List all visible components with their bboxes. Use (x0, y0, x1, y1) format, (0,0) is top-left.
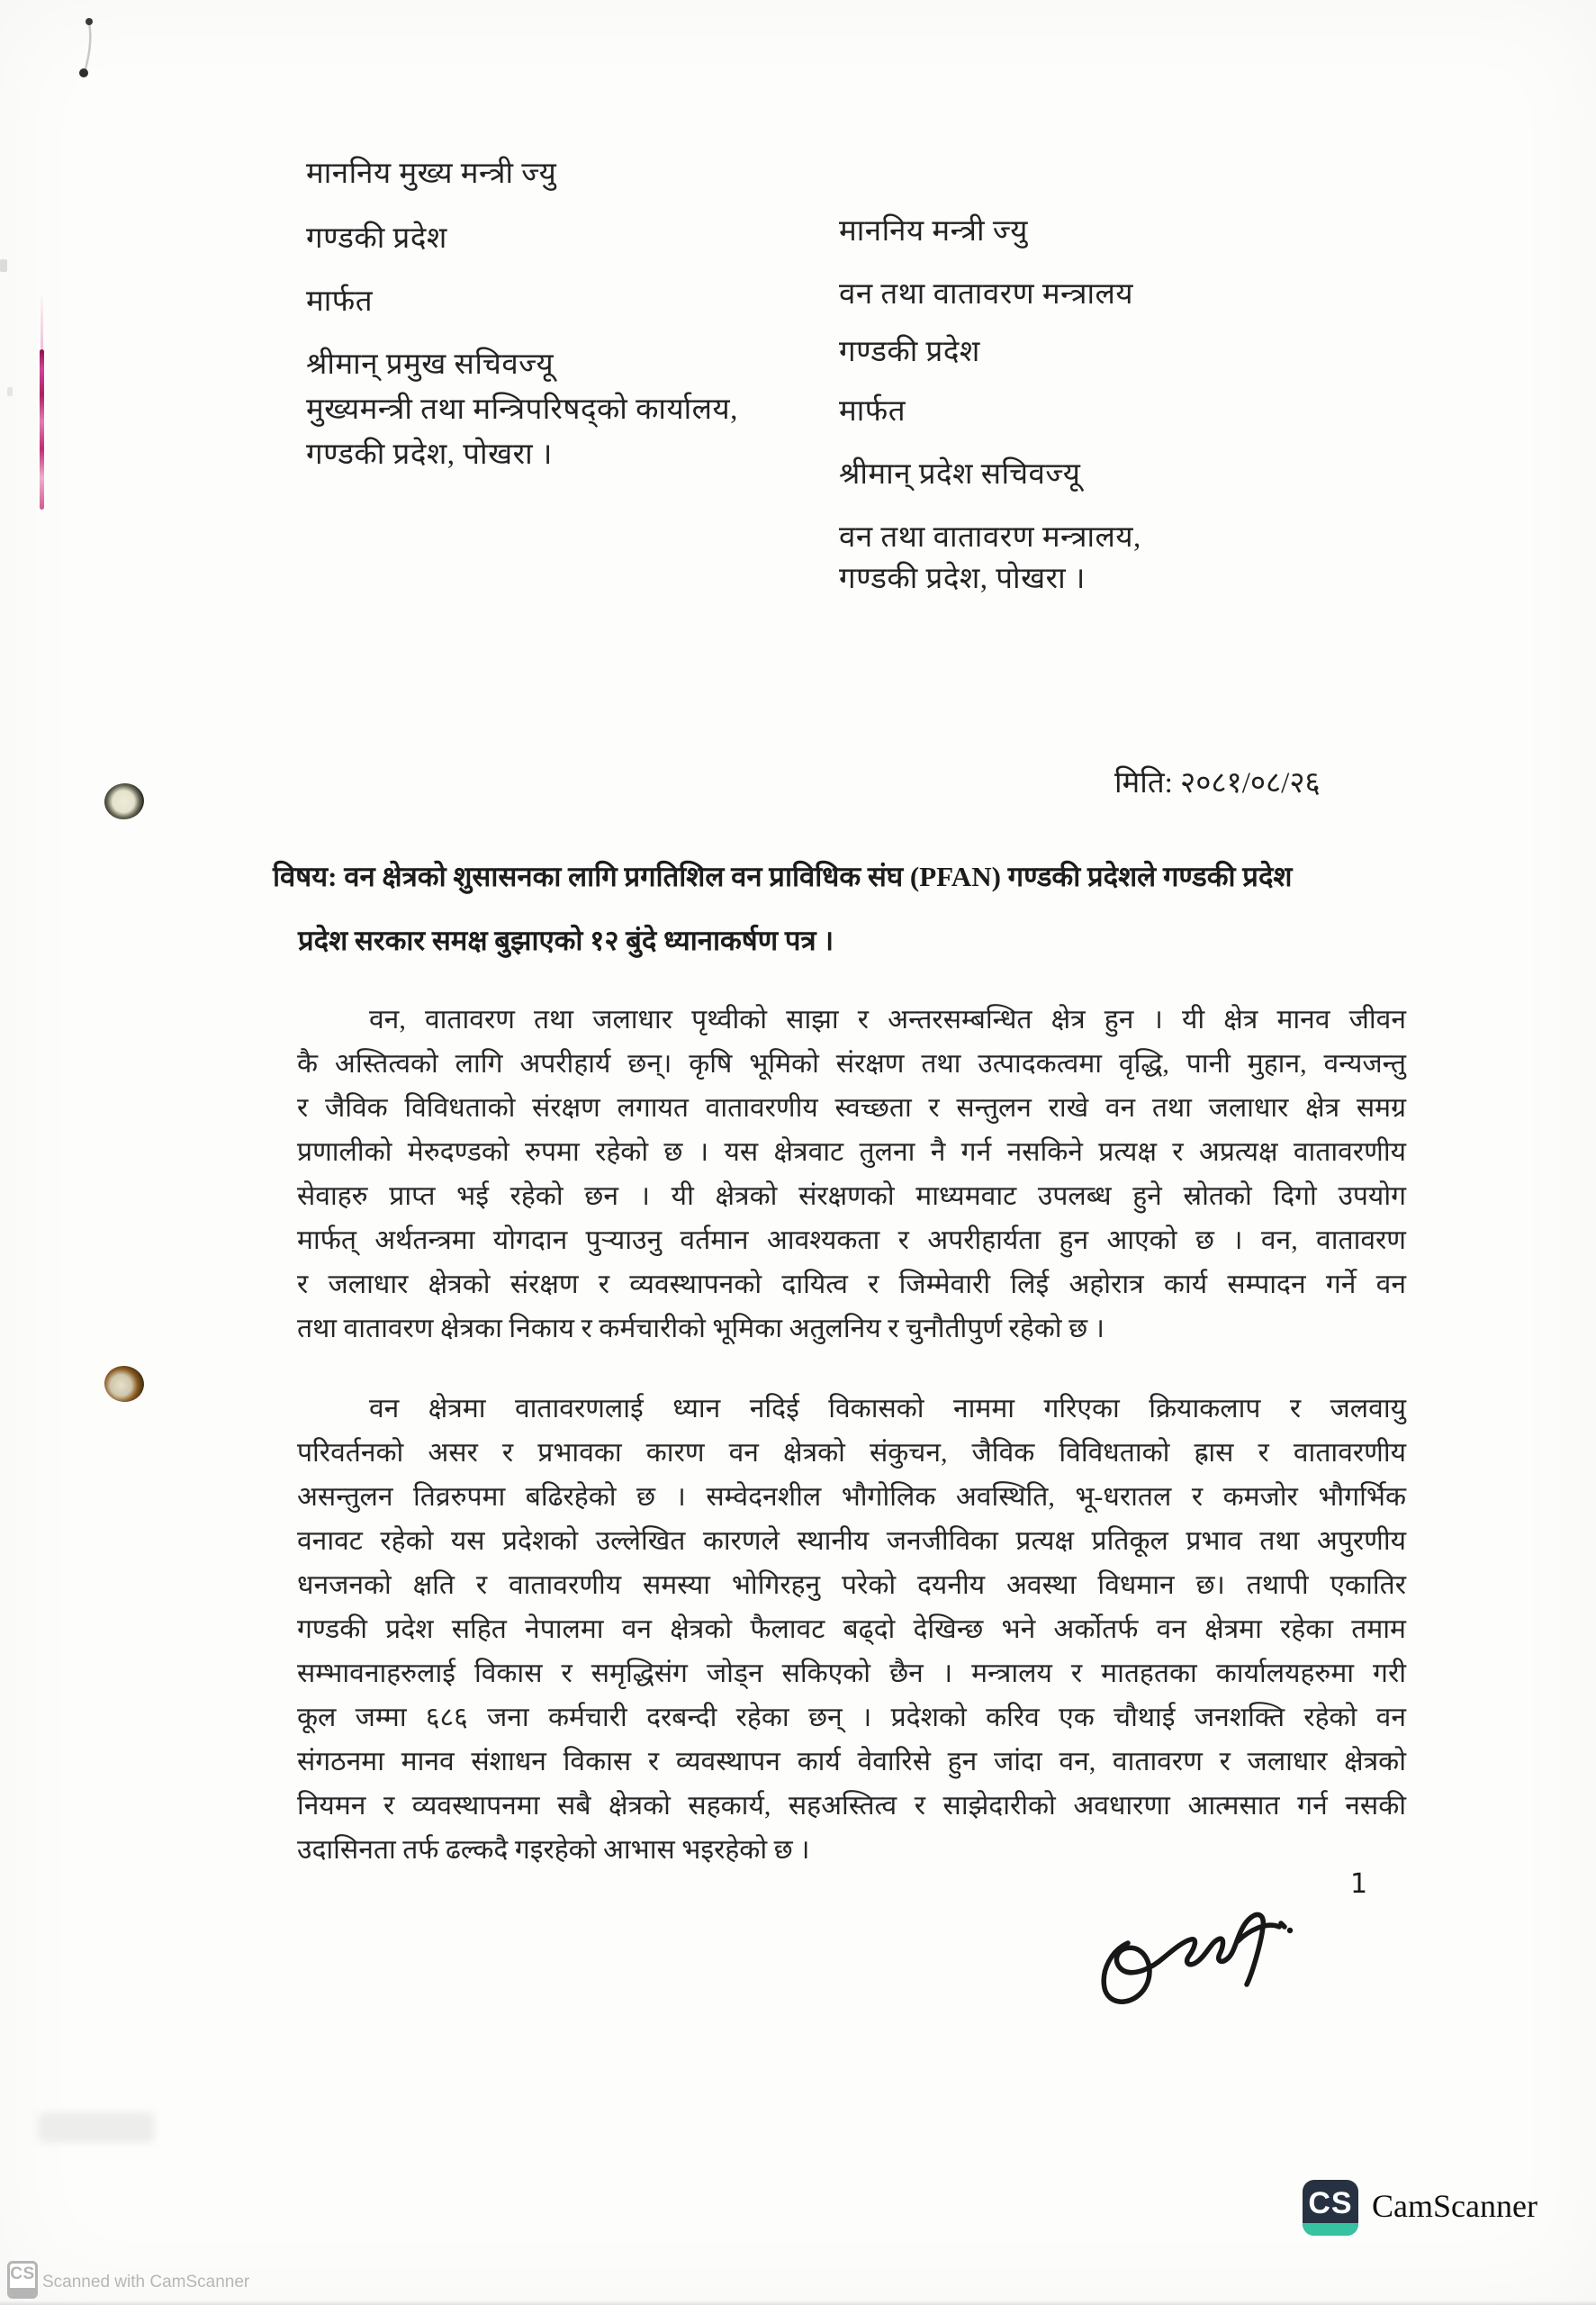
body-line: संगठनमा मानव संशाधन विकास र व्यवस्थापन कार्य वेवारिसे हुन जांदा वन, वातावरण र जलाधार क्षेत्रको (297, 1747, 1406, 1776)
subject-block (273, 845, 1409, 972)
body-line: प्रणालीको मेरुदण्डको रुपमा रहेको छ । यस क्षेत्रवाट तुलना नै गर्न नसकिने प्रत्यक्ष र अप्रत्यक्ष वातावरणीय (297, 1137, 1406, 1167)
body-line: मार्फत् अर्थतन्त्रमा योगदान पुऱ्याउनु वर्तमान आवश्यकता र अपरीहार्यता हुन आएको छ । वन, वातावरण (297, 1225, 1406, 1255)
body-paragraph-1 (297, 998, 1406, 1351)
binding-eyelet-bottom (103, 1364, 146, 1404)
body-line: तथा वातावरण क्षेत्रका निकाय र कर्मचारीको भूमिका अतुलनिय र चुनौतीपुर्ण रहेको छ । (297, 1314, 1105, 1343)
staple-mark (77, 16, 104, 88)
mini-badge-strip (10, 2288, 35, 2296)
recipient-line: माननिय मुख्य मन्त्री ज्यु (306, 158, 557, 190)
body-line: सम्भावनाहरुलाई विकास र समृद्धिसंग जोड्न सकिएको छैन । मन्त्रालय र मातहतका कार्यालयहरुमा गरी (297, 1659, 1406, 1688)
camscanner-logo-strip (1303, 2223, 1358, 2236)
recipient-line: श्रीमान् प्रदेश सचिवज्यू (839, 458, 1081, 491)
mini-badge-initials: CS (10, 2264, 35, 2283)
body-line: वनावट रहेको यस प्रदेशको उल्लेखित कारणले स्थानीय जनजीविका प्रत्यक्ष प्रतिकूल प्रभाव तथा अपुरणीय (297, 1526, 1406, 1556)
page-number: 1 (1350, 1868, 1368, 1900)
body-line: सेवाहरु प्राप्त भई रहेको छन । यी क्षेत्रको संरक्षणको माध्यमवाट उपलब्ध हुने स्रोतको दिगो उपयोग (297, 1181, 1406, 1211)
recipient-line: मुख्यमन्त्री तथा मन्त्रिपरिषद्को कार्यालय, (306, 393, 738, 426)
body-line: नियमन र व्यवस्थापनमा सबै क्षेत्रको सहकार्य, सहअस्तित्व र साझेदारीको अवधारणा आत्मसात गर्न नसकी (297, 1791, 1406, 1821)
page-bottom-edge (0, 2300, 1596, 2305)
scanned-note-text: Scanned with CamScanner (42, 2273, 250, 2291)
recipient-line: गण्डकी प्रदेश (839, 336, 980, 368)
body-line: र जलाधार क्षेत्रको संरक्षण र व्यवस्थापनको दायित्व र जिम्मेवारी लिई अहोरात्र कार्य सम्पादन गर्ने वन (297, 1270, 1406, 1299)
recipient-line: मार्फत (839, 395, 906, 428)
body-line: र जैविक विविधताको संरक्षण लगायत वातावरणीय स्वच्छता र सन्तुलन राखे वन तथा जलाधार क्षेत्र समग्र (297, 1093, 1406, 1123)
scan-smudge (38, 2112, 155, 2143)
pink-ink-mark-faint (41, 297, 43, 349)
camscanner-logo-icon (1303, 2180, 1358, 2236)
pink-ink-mark (40, 349, 44, 510)
camscanner-logo-initials: CS (1308, 2186, 1353, 2220)
recipient-line: वन तथा वातावरण मन्त्रालय, (839, 521, 1141, 554)
body-line: कै अस्तित्वको लागि अपरीहार्य छन्। कृषि भूमिको संरक्षण तथा उत्पादकत्वमा वृद्धि, पानी मुहान, वन्यजन्तु (297, 1049, 1406, 1079)
recipient-line: गण्डकी प्रदेश, पोखरा । (839, 563, 1086, 595)
recipient-line: श्रीमान् प्रमुख सचिवज्यू (306, 348, 555, 381)
camscanner-mini-badge-icon (7, 2261, 38, 2299)
body-line: गण्डकी प्रदेश सहित नेपालमा वन क्षेत्रको फैलावट बढ्दो देखिन्छ भने अर्कोतर्फ वन क्षेत्रमा रहेका तमाम (297, 1614, 1406, 1644)
body-paragraph-2 (297, 1387, 1406, 1872)
recipient-line: माननिय मन्त्री ज्यु (839, 215, 1028, 248)
signature-scribble (1094, 1891, 1319, 2026)
camscanner-brand-name: CamScanner (1372, 2188, 1537, 2224)
body-line: उदासिनता तर्फ ढल्कदै गइरहेको आभास भइरहेको छ । (297, 1835, 810, 1865)
body-line: वन, वातावरण तथा जलाधार पृथ्वीको साझा र अन्तरसम्बन्धित क्षेत्र हुन । यी क्षेत्र मानव जीवन (369, 1005, 1406, 1035)
body-line: कूल जम्मा ६८६ जना कर्मचारी दरबन्दी रहेका छन् । प्रदेशको करिव एक चौथाई जनशक्ति रहेको वन (297, 1703, 1406, 1732)
body-line: वन क्षेत्रमा वातावरणलाई ध्यान नदिई विकासको नाममा गरिएका क्रियाकलाप र जलवायु (369, 1394, 1406, 1424)
scan-speck (7, 387, 13, 396)
date-line: मिति: २०८१/०८/२६ (1114, 767, 1321, 800)
body-line: धनजनको क्षति र वातावरणीय समस्या भोगिरहनु परेको दयनीय अवस्था विधमान छ। तथापी एकातिर (297, 1570, 1406, 1600)
recipient-line: गण्डकी प्रदेश, पोखरा । (306, 438, 553, 471)
recipient-line: मार्फत (306, 285, 374, 318)
body-line: परिवर्तनको असर र प्रभावका कारण वन क्षेत्रको संकुचन, जैविक विविधताको ह्रास र वातावरणीय (297, 1438, 1406, 1468)
recipient-line: वन तथा वातावरण मन्त्रालय (839, 278, 1134, 311)
recipient-line: गण्डकी प्रदेश (306, 222, 447, 255)
binding-eyelet-top (102, 781, 146, 822)
scan-speck (0, 259, 7, 272)
body-line: असन्तुलन तिव्ररुपमा बढिरहेको छ । सम्वेदनशील भौगोलिक अवस्थिति, भू-धरातल र कमजोर भौगर्भिक (297, 1482, 1406, 1512)
subject-line: विषय: वन क्षेत्रको शुसासनका लागि प्रगतिशिल वन प्राविधिक संघ (PFAN) गण्डकी प्रदेशले गण्डकी प्रदेश (273, 861, 1293, 892)
subject-line: प्रदेश सरकार समक्ष बुझाएको १२ बुंदे ध्यानाकर्षण पत्र । (298, 925, 834, 956)
